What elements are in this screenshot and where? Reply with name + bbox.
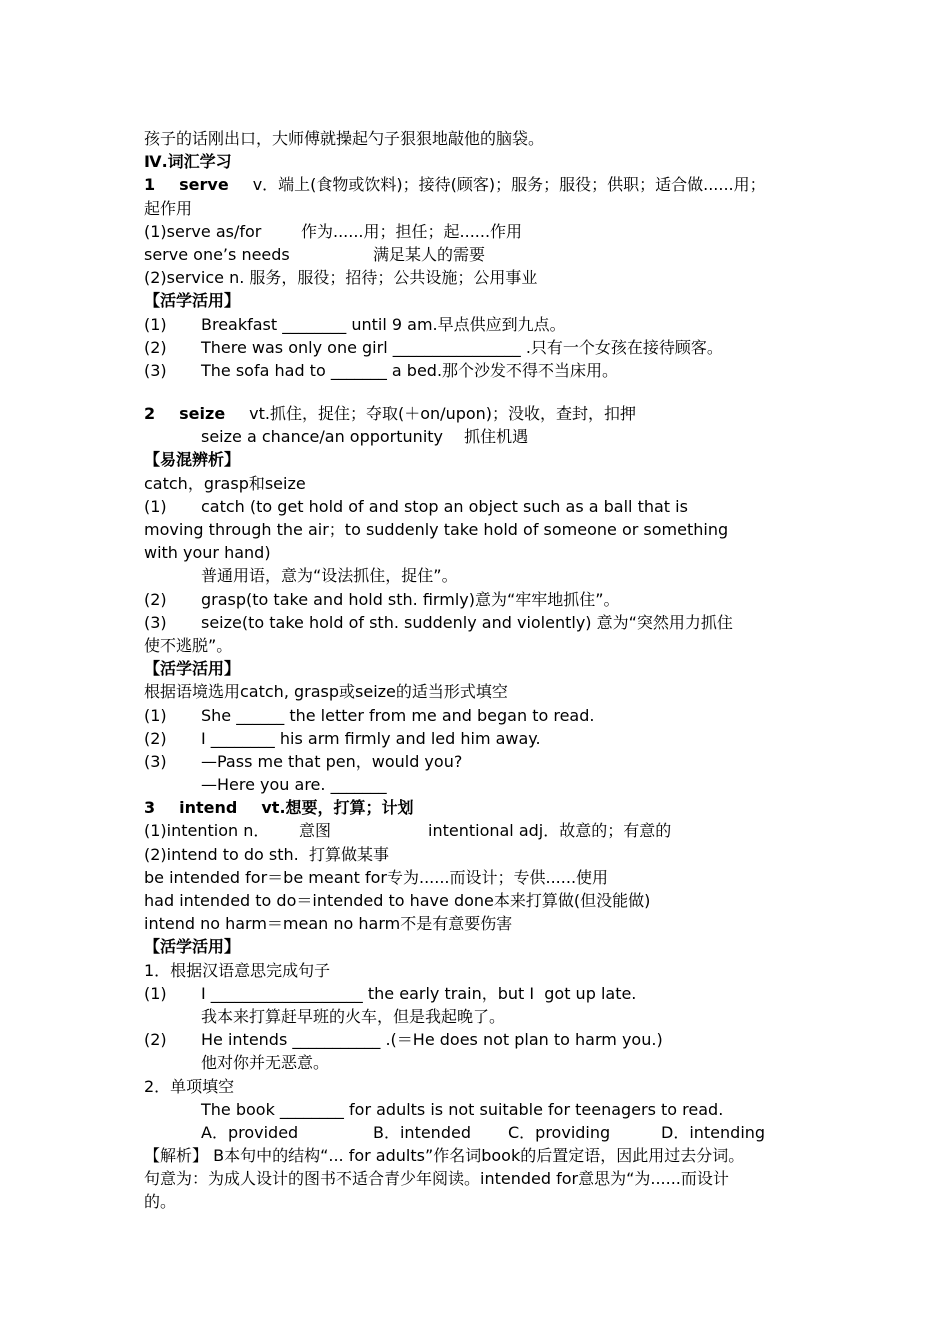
headword: intend xyxy=(179,798,238,818)
analysis: 的。 xyxy=(144,1192,177,1212)
phrase-line: intend no harm＝mean no harm不是有意要伤害 xyxy=(144,914,513,934)
exercise-item: (1) She ______ the letter from me and began to read. xyxy=(144,705,595,725)
phrase-line: serve one’s needs 满足某人的需要 xyxy=(144,244,486,264)
paragraph: 根据语境选用catch, grasp或seize的适当形式填空 xyxy=(144,682,508,702)
definition-cont: 起作用 xyxy=(144,198,193,218)
subsection-heading: 【活学活用】 xyxy=(144,659,241,679)
section-heading: Ⅳ.词汇学习 xyxy=(144,152,232,172)
phrase-line: (2)intend to do sth. 打算做某事 xyxy=(144,844,389,864)
paragraph: catch，grasp和seize xyxy=(144,473,306,493)
subsection-heading: 【易混辨析】 xyxy=(144,450,241,470)
subsection-heading: 【活学活用】 xyxy=(144,937,241,957)
paragraph: 普通用语，意为“设法抓住，捉住”。 xyxy=(201,566,458,586)
exercise-item: (3) —Pass me that pen，would you? xyxy=(144,751,463,771)
document-body xyxy=(144,127,834,1214)
exercise-item: (1) I ___________________ the early train，but I got up late. xyxy=(144,983,637,1003)
numbered-item: (1) catch (to get hold of and stop an object such as a ball that is xyxy=(144,496,688,516)
subsection-heading: 【活学活用】 xyxy=(144,291,241,311)
phrase-line: (2)service n. 服务，服役；招待；公共设施；公用事业 xyxy=(144,268,538,288)
headword: serve xyxy=(179,175,229,195)
phrase-line: seize a chance/an opportunity 抓住机遇 xyxy=(201,427,529,447)
option-a: A．provided xyxy=(201,1122,299,1142)
vocab-entry-serve xyxy=(144,173,834,196)
spacer xyxy=(144,382,834,402)
option-b: B．intended xyxy=(373,1122,471,1142)
entry-number: 1 xyxy=(144,175,156,195)
definition: vt.想要，打算；计划 xyxy=(261,798,414,818)
exercise-item: —Here you are. _______ xyxy=(201,775,387,795)
analysis: 句意为：为成人设计的图书不适合青少年阅读。intended for意思为“为......而设计 xyxy=(144,1169,729,1189)
paragraph: 使不逃脱”。 xyxy=(144,635,233,655)
entry-number: 3 xyxy=(144,798,156,818)
option-c: C．providing xyxy=(508,1122,611,1142)
phrase-line: (1)intention n． 意图 intentional adj．故意的；有意的 xyxy=(144,821,672,841)
paragraph: 孩子的话刚出口，大师傅就操起勺子狠狠地敲他的脑袋。 xyxy=(144,129,545,148)
exercise-item: 他对你并无恶意。 xyxy=(201,1053,330,1073)
paragraph: 1．根据汉语意思完成句子 xyxy=(144,960,331,980)
vocab-entry-seize xyxy=(144,402,834,425)
phrase-line: be intended for＝be meant for专为......而设计；专供......使用 xyxy=(144,867,609,887)
numbered-item: (2) grasp(to take and hold sth. firmly)意为“牢牢地抓住”。 xyxy=(144,589,620,609)
definition: vt.抓住，捉住；夺取(＋on/upon)；没收，查封，扣押 xyxy=(249,404,637,424)
paragraph: 2．单项填空 xyxy=(144,1076,235,1096)
vocab-entry-intend xyxy=(144,796,834,819)
exercise-item: 我本来打算赶早班的火车，但是我起晚了。 xyxy=(201,1006,506,1026)
analysis: 【解析】 B本句中的结构“... for adults”作名词book的后置定语，因此用过去分词。 xyxy=(144,1146,745,1166)
entry-number: 2 xyxy=(144,404,156,424)
exercise-item: (2) He intends ___________ .(＝He does not plan to harm you.) xyxy=(144,1030,663,1050)
option-d: D．intending xyxy=(661,1122,766,1142)
definition: v．端上(食物或饮料)；接待(顾客)；服务；服役；供职；适合做......用； xyxy=(252,175,766,195)
exercise-item: (3) The sofa had to _______ a bed.那个沙发不得不当床用。 xyxy=(144,360,619,380)
paragraph: moving through the air；to suddenly take hold of someone or something xyxy=(144,520,729,539)
phrase-line: had intended to do＝intended to have done本来打算做(但没能做) xyxy=(144,891,651,910)
exercise-item: The book ________ for adults is not suitable for teenagers to read. xyxy=(201,1099,724,1119)
numbered-item: (3) seize(to take hold of sth. suddenly and violently) 意为“突然用力抓住 xyxy=(144,612,733,632)
headword: seize xyxy=(179,404,226,424)
answer-options xyxy=(144,1121,834,1144)
paragraph: with your hand) xyxy=(144,543,271,563)
phrase-line: (1)serve as/for 作为......用；担任；起......作用 xyxy=(144,221,523,241)
exercise-item: (1) Breakfast ________ until 9 am.早点供应到九点。 xyxy=(144,314,566,334)
exercise-item: (2) There was only one girl ________________ .只有一个女孩在接待顾客。 xyxy=(144,337,723,357)
exercise-item: (2) I ________ his arm firmly and led him away. xyxy=(144,728,541,748)
